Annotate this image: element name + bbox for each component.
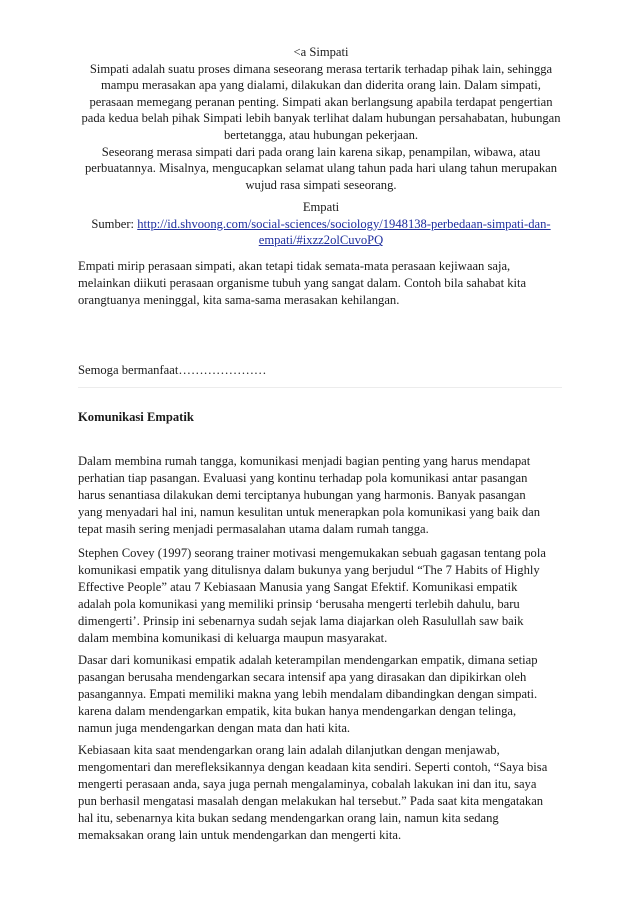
komunikasi-paragraph-3: Dasar dari komunikasi empatik adalah keterampilan mendengarkan empatik, dimana setiap pasangan berusaha mendengarkan secara intensif apa yang dirasakan dan dipikirkan oleh pasangannya. Empati memiliki makna yang lebih mendalam dibandingkan dengan simpati. karena dalam mendengarkan empatik, kita bukan hanya mendengarkan dengan telinga, namun juga mendengarkan dengan mata dan hati kita. bbox=[78, 653, 538, 735]
source-link[interactable]: http://id.shvoong.com/social-sciences/sociology/1948138-perbedaan-simpati-dan-empati/#ixzz2olCuvoPQ bbox=[137, 216, 551, 248]
simpati-paragraph-2: Seseorang merasa simpati dari pada orang lain karena sikap, penampilan, wibawa, atau perbuatannya. Misalnya, mengucapkan selamat ulang tahun pada hari ulang tahun merupakan wujud rasa simpati seseorang. bbox=[84, 144, 558, 192]
simpati-section bbox=[78, 44, 564, 193]
komunikasi-paragraph-4: Kebiasaan kita saat mendengarkan orang lain adalah dilanjutkan dengan menjawab, mengomentari dan merefleksikannya dengan keadaan kita sendiri. Seperti contoh, “Saya bisa mengerti perasaan anda, saya juga pernah mengalaminya, cobalah lakukan ini dan itu, saya pun berhasil mengatasi masalah dengan melakukan hal tersebut.” Pada saat kita mengatakan hal itu, sebenarnya kita bukan sedang mendengarkan orang lain, namun kita sedang memaksakan orang lain untuk mendengarkan dan mengerti kita. bbox=[78, 743, 548, 842]
simpati-paragraph-1: Simpati adalah suatu proses dimana seseorang merasa tertarik terhadap pihak lain, sehingga mampu merasakan apa yang dialami, dilakukan dan diderita orang lain. Dalam simpati, perasaan memegang peranan penting. Simpati akan berlangsung apabila terdapat pengertian pada kedua belah pihak Simpati lebih banyak terlihat dalam hubungan persahabatan, hubungan bertetangga, atau hubungan pekerjaan. bbox=[81, 61, 561, 142]
empati-section bbox=[78, 199, 564, 249]
empati-paragraph: Empati mirip perasaan simpati, akan tetapi tidak semata-mata perasaan kejiwaan saja, melainkan diikuti perasaan organisme tubuh yang sangat dalam. Contoh bila sahabat kita orangtuanya meninggal, kita sama-sama merasakan kehilangan. bbox=[78, 259, 527, 307]
komunikasi-paragraph-1: Dalam membina rumah tangga, komunikasi menjadi bagian penting yang harus mendapat perhatian tiap pasangan. Evaluasi yang kontinu terhadap pola komunikasi antar pasangan harus senantiasa dilakukan demi terciptanya hubungan yang harmonis. Banyak pasangan yang menyadari hal ini, namun kesulitan untuk menerapkan pola komunikasi yang baik dan tepat masih sering menjadi permasalahan utama dalam rumah tangga. bbox=[78, 454, 541, 536]
komunikasi-heading: Komunikasi Empatik bbox=[78, 410, 194, 424]
simpati-title: <a Simpati bbox=[293, 45, 349, 59]
source-label: Sumber: bbox=[91, 216, 135, 231]
komunikasi-paragraph-2: Stephen Covey (1997) seorang trainer motivasi mengemukakan sebuah gagasan tentang pola komunikasi empatik yang ditulisnya dalam bukunya yang berjudul “The 7 Habits of Highly Effective People” atau 7 Kebiasaan Manusia yang Sangat Efektif. Komunikasi empatik adalah pola komunikasi yang memiliki prinsip ‘berusaha mengerti terlebih dahulu, baru dimengerti’. Prinsip ini sebenarnya sudah sejak lama diajarkan oleh Rasulullah saw baik dalam membina komunikasi di keluarga maupun masyarakat. bbox=[78, 546, 546, 645]
empati-title: Empati bbox=[302, 200, 340, 214]
section-divider bbox=[78, 387, 562, 388]
closing-text: Semoga bermanfaat………………… bbox=[78, 363, 267, 377]
source-line bbox=[78, 216, 564, 249]
